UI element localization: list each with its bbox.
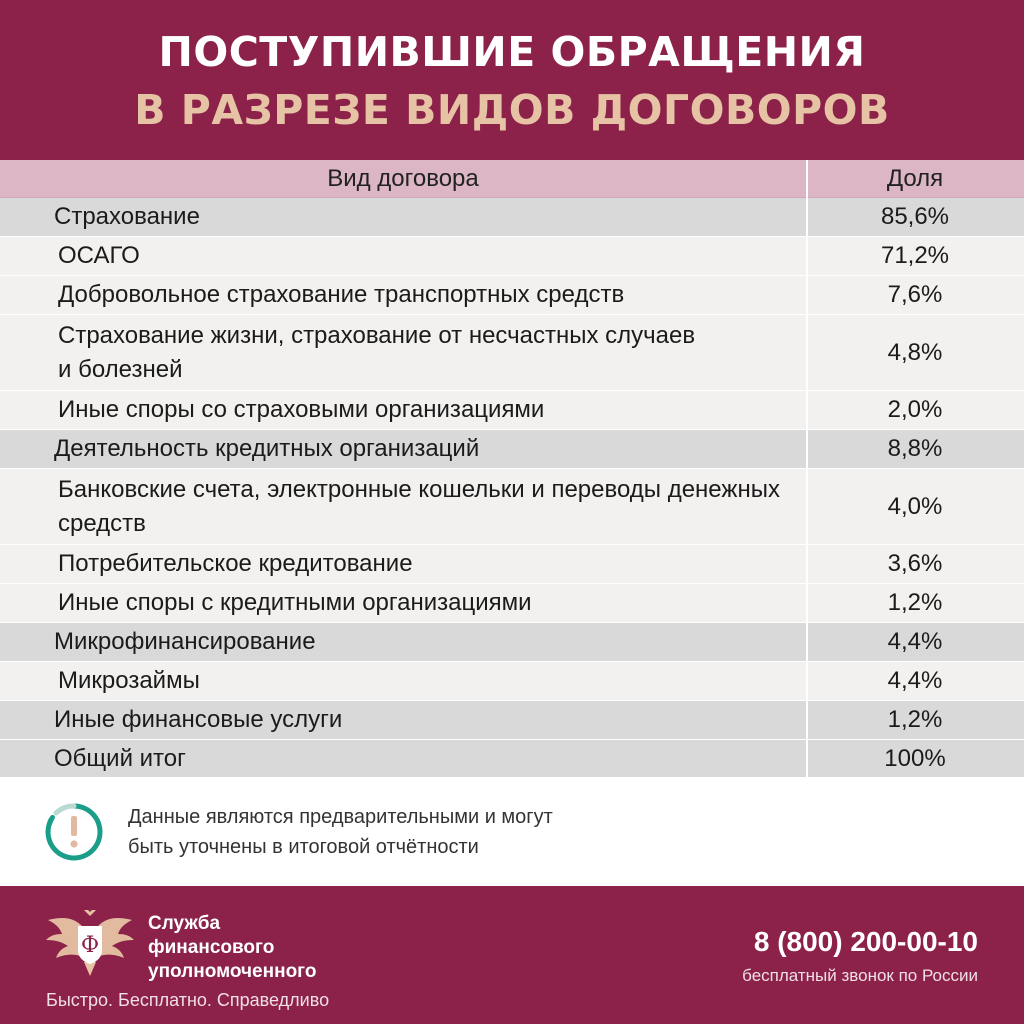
table-row xyxy=(0,315,1024,391)
page-header xyxy=(0,0,1024,160)
table-row xyxy=(0,701,1024,740)
table-row xyxy=(0,662,1024,701)
slogan: Быстро. Бесплатно. Справедливо xyxy=(46,990,330,1010)
row-name: Микрозаймы xyxy=(58,667,200,694)
row-share: 71,2% xyxy=(880,242,950,269)
table-row xyxy=(0,198,1024,237)
row-share: 4,8% xyxy=(887,338,943,366)
table-row xyxy=(0,276,1024,315)
column-header-type: Вид договора xyxy=(327,164,479,192)
row-name: ОСАГО xyxy=(58,242,140,269)
table-header-row xyxy=(0,160,1024,198)
org-name-line3: уполномоченного xyxy=(148,961,317,982)
page-title-line1: ПОСТУПИВШИЕ ОБРАЩЕНИЯ xyxy=(158,28,866,76)
org-name-line2: финансового xyxy=(148,937,275,958)
disclaimer-line1: Данные являются предварительными и могут xyxy=(128,806,553,828)
row-share: 3,6% xyxy=(887,550,943,577)
row-name: Добровольное страхование транспортных средств xyxy=(58,281,625,308)
row-name: Страхование xyxy=(54,203,200,230)
row-name: Деятельность кредитных организаций xyxy=(54,435,480,462)
hotline-note: бесплатный звонок по России xyxy=(742,966,978,985)
page-title-line2: В РАЗРЕЗЕ ВИДОВ ДОГОВОРОВ xyxy=(134,86,890,134)
row-name: Общий итог xyxy=(54,744,186,772)
table-row xyxy=(0,469,1024,545)
row-name: Страхование жизни, страхование от несчастных случаев и болезней xyxy=(58,321,696,383)
row-share: 85,6% xyxy=(880,203,950,230)
row-name: Банковские счета, электронные кошельки и переводы денежных средств xyxy=(58,475,780,537)
column-divider xyxy=(806,160,808,780)
org-name-line1: Служба xyxy=(148,913,221,934)
exclamation-circle-icon xyxy=(44,802,104,862)
row-name: Иные споры с кредитными организациями xyxy=(58,589,532,616)
row-name: Потребительское кредитование xyxy=(58,550,413,577)
row-share: 1,2% xyxy=(887,706,943,733)
org-name xyxy=(148,912,408,984)
table-row xyxy=(0,391,1024,430)
table-row xyxy=(0,430,1024,469)
table-row xyxy=(0,545,1024,584)
column-header-share: Доля xyxy=(886,164,944,192)
table-row-total xyxy=(0,740,1024,778)
row-name: Иные споры со страховыми организациями xyxy=(58,396,545,423)
table-row xyxy=(0,623,1024,662)
table-row xyxy=(0,584,1024,623)
row-share: 7,6% xyxy=(887,281,943,308)
disclaimer-text xyxy=(128,802,768,862)
row-share: 4,0% xyxy=(887,492,943,520)
table-row xyxy=(0,237,1024,276)
row-share: 4,4% xyxy=(887,667,943,694)
row-share: 2,0% xyxy=(887,396,943,423)
row-share: 4,4% xyxy=(887,628,943,655)
contracts-table xyxy=(0,160,1024,778)
disclaimer-note xyxy=(0,782,1024,886)
row-name: Микрофинансирование xyxy=(54,628,316,655)
row-share: 100% xyxy=(884,744,946,772)
row-share: 1,2% xyxy=(887,589,943,616)
row-share: 8,8% xyxy=(887,435,943,462)
page-footer xyxy=(0,886,1024,1024)
row-name: Иные финансовые услуги xyxy=(54,706,343,733)
eagle-logo-icon xyxy=(44,906,136,978)
hotline-phone[interactable]: 8 (800) 200-00-10 xyxy=(753,926,978,957)
disclaimer-line2: быть уточнены в итоговой отчётности xyxy=(128,836,479,858)
svg-text:Ф: Ф xyxy=(80,933,100,958)
